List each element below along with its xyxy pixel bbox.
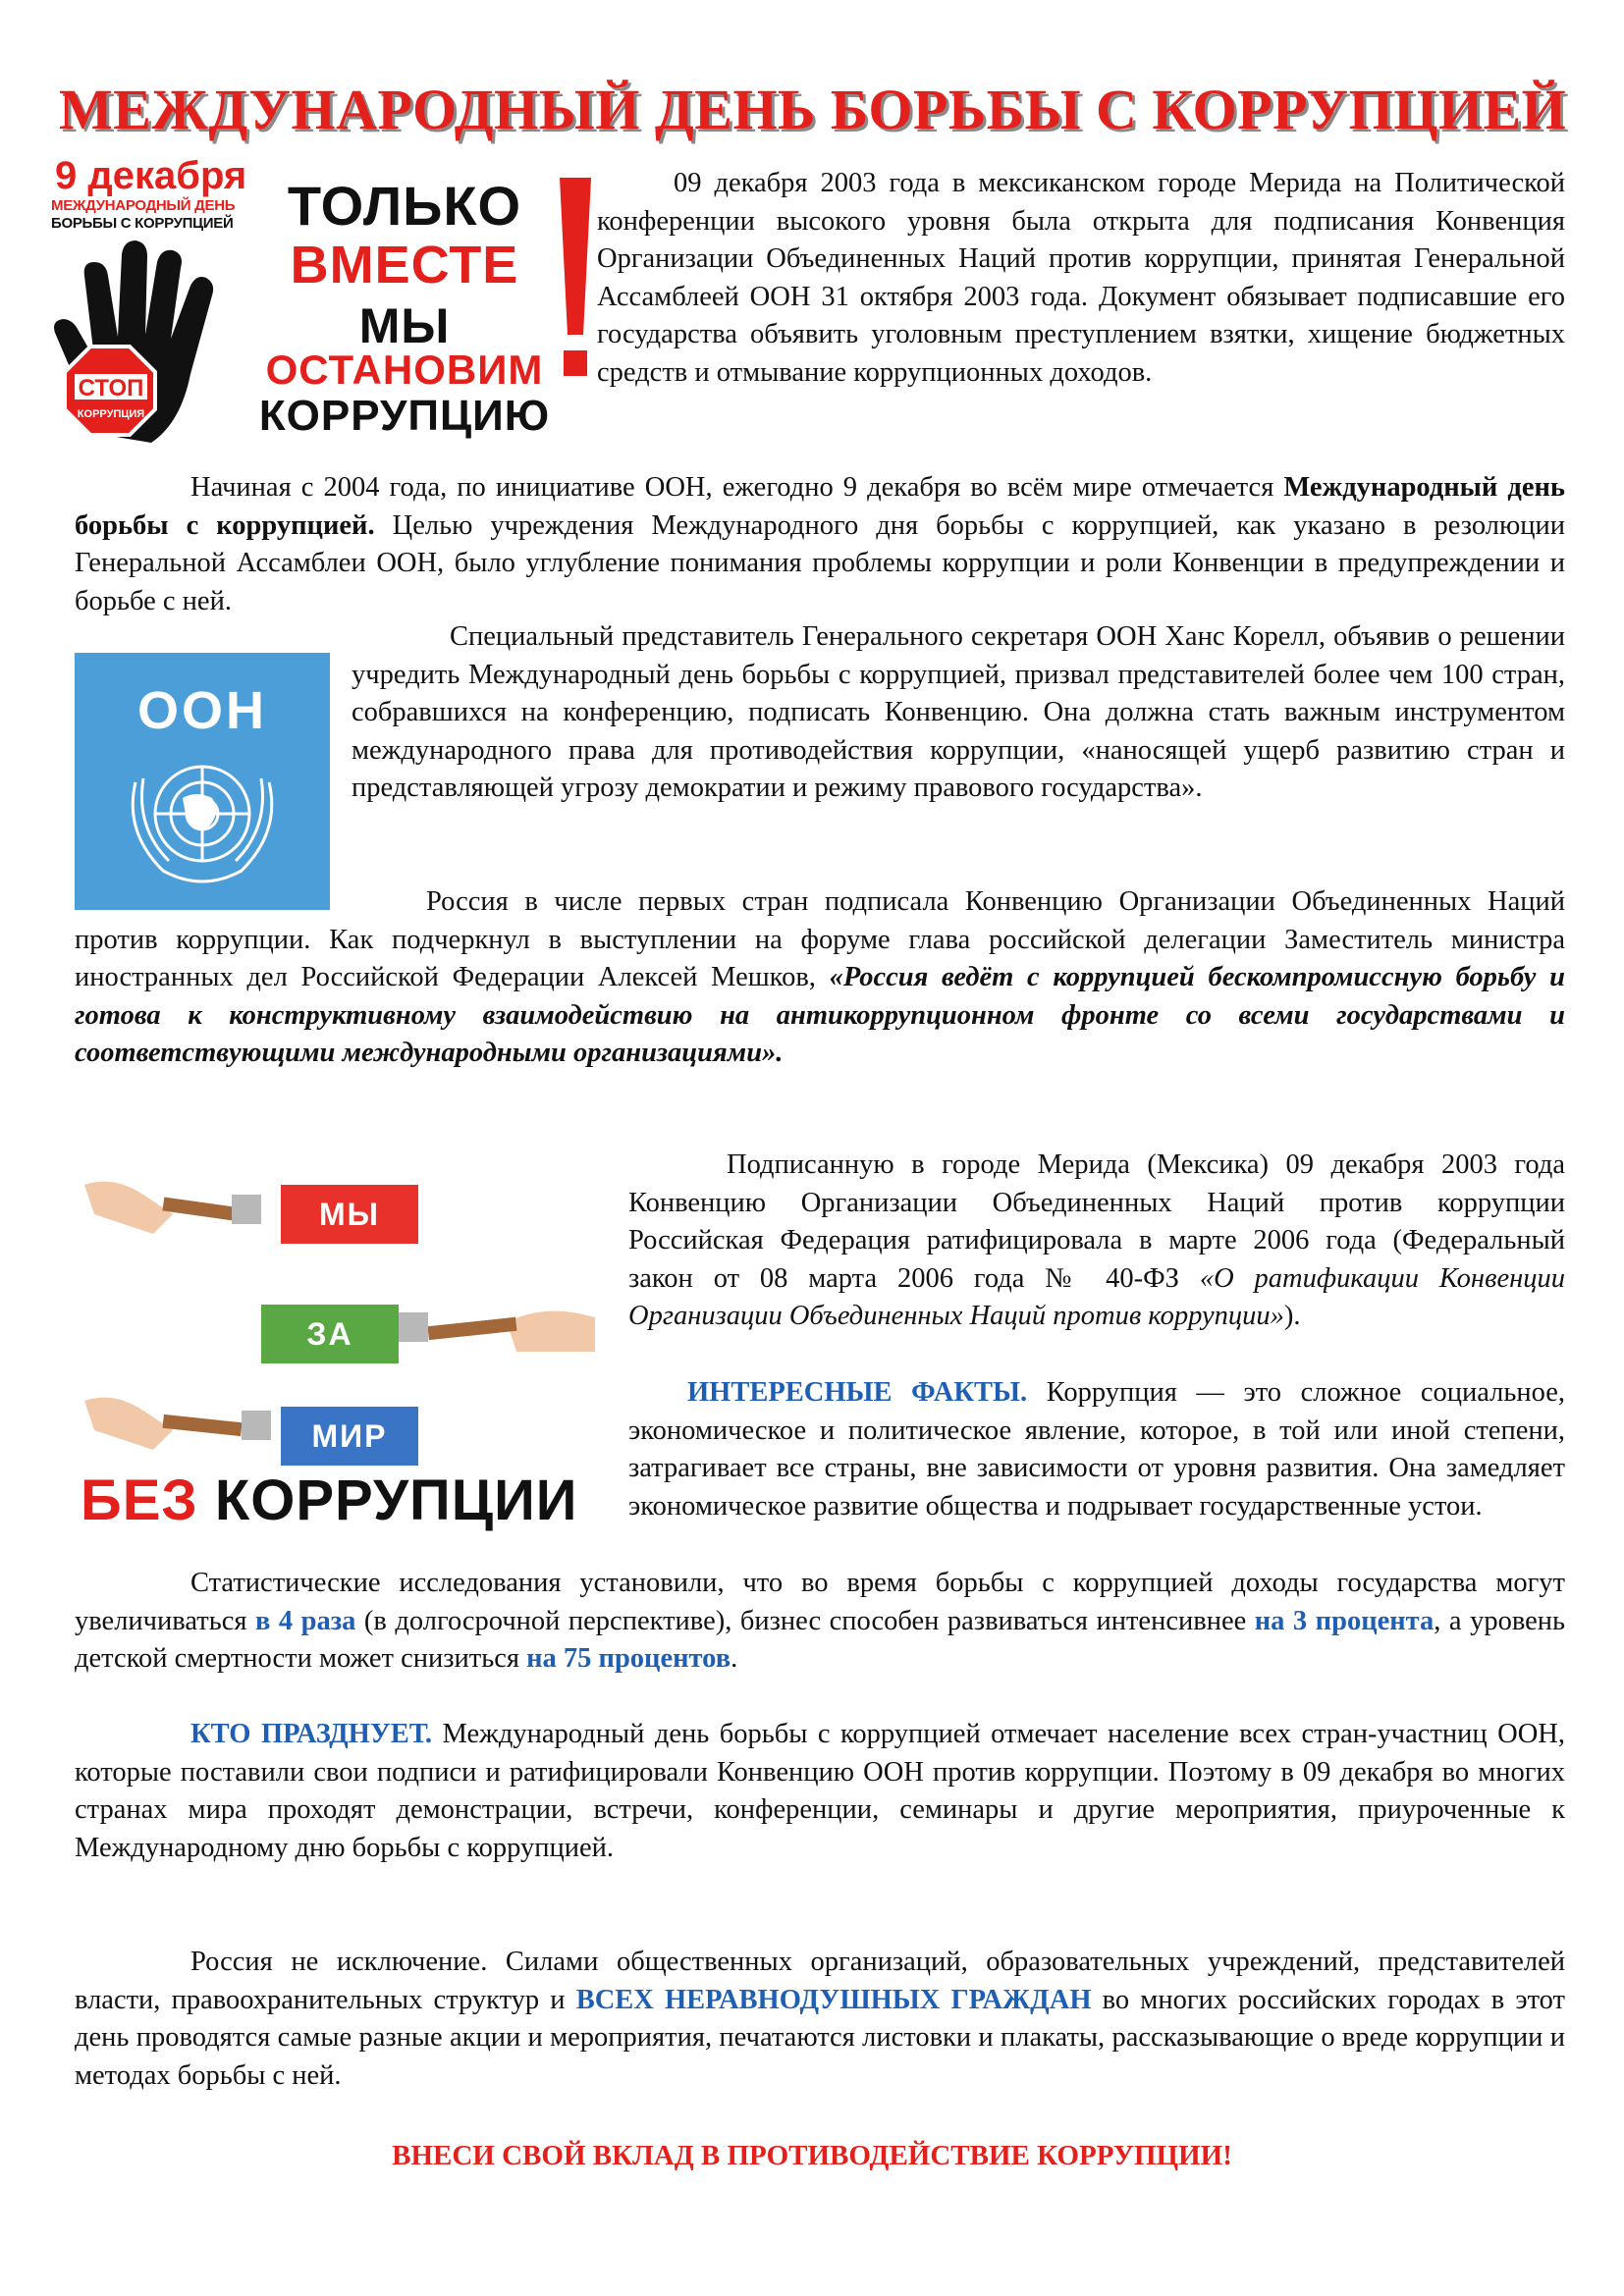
poster-line-3: МЫ bbox=[358, 298, 451, 353]
un-label: ООН bbox=[136, 681, 267, 740]
stop-text: СТОП bbox=[78, 375, 144, 401]
paragraph-correll: Специальный представитель Генерального секретаря ООН Ханс Корелл, объявив о решении учредить Международный день борьбы с коррупцией, призвал представителей более чем 100 стран, собравшихся на конференцию, подписать Конвенцию. Она должна стать важным инструментом международного права для противодействия коррупции, «наносящей ущерб развитию стран и представляющей угрозу демократии и режиму правового государства». bbox=[352, 621, 1565, 804]
paragraph-who-celebrates: КТО ПРАЗДНУЕТ. Международный день борьбы с коррупцией отмечает население всех стран-участниц ООН, которые поставили свои подписи и ратифицировали Конвенцию ООН против коррупции. Поэтому в 09 декабря во многих странах мира проходят демонстрации, встречи, конференции, семинары и другие мероприятия, приуроченные к Международному дню борьбы с коррупцией. bbox=[75, 1719, 1565, 1863]
brush-word-2: ЗА bbox=[261, 1305, 399, 1363]
poster-subtitle-2: БОРЬБЫ С КОРРУПЦИЕЙ bbox=[51, 215, 234, 232]
peace-without-corruption-image bbox=[75, 1155, 605, 1540]
poster-date: 9 декабря bbox=[55, 154, 247, 197]
brush-bottom-text: БЕЗ КОРРУПЦИИ bbox=[81, 1468, 578, 1532]
un-logo bbox=[75, 653, 330, 910]
poster-line-2: ВМЕСТЕ bbox=[290, 236, 519, 294]
paragraph-russia-signed: Россия в числе первых стран подписала Конвенцию Организации Объединенных Наций против коррупции. Как подчеркнул в выступлении на форуме глава российской делегации Заместитель министра иностранных дел Российской Федерации Алексей Мешков, «Россия ведёт с коррупцией бескомпромиссную борьбу и готова к конструктивному взаимодействию на антикоррупционном фронте со всеми государствами и соответствующими международными организациями». bbox=[75, 886, 1565, 1069]
paragraph-russia-events: Россия не исключение. Силами общественных организаций, образовательных учреждений, представителей власти, правоохранительных структур и ВСЕХ НЕРАВНОДУШНЫХ ГРАЖДАН во многих российских городах в этот день проводятся самые разные акции и мероприятия, печатаются листовки и плакаты, рассказывающие о вреде коррупции и методах борьбы с ней. bbox=[75, 1947, 1565, 2091]
who-celebrates-heading: КТО ПРАЗДНУЕТ. bbox=[190, 1719, 433, 1749]
poster-line-4: ОСТАНОВИМ bbox=[265, 347, 544, 393]
poster-line-1: ТОЛЬКО bbox=[287, 175, 522, 237]
paragraph-intro: 09 декабря 2003 года в мексиканском городе Мерида на Политической конференции высокого уровня была открыта для подписания Конвенция Организации Объединенных Наций против коррупции, принятая Генеральной Ассамблеей ООН 31 октября 2003 года. Документ обязывает подписавшие его государства объявить уголовным преступлением взятки, хищение бюджетных средств и отмывание коррупционных доходов. bbox=[597, 168, 1565, 388]
poster-subtitle-1: МЕЖДУНАРОДНЫЙ ДЕНЬ bbox=[51, 197, 236, 214]
exclamation-icon bbox=[556, 178, 595, 384]
poster-line-5: КОРРУПЦИЮ bbox=[258, 392, 551, 440]
stop-hand-icon bbox=[33, 237, 259, 453]
paragraph-ratification: Подписанную в городе Мерида (Мексика) 09 декабря 2003 года Конвенцию Организации Объединенных Наций против коррупции Российская Федерация ратифицировала в марте 2006 года (Федеральный закон от 08 марта 2006 года № 40-ФЗ «О ратификации Конвенции Организации Объединенных Наций против коррупции»). bbox=[628, 1149, 1565, 1332]
paragraph-statistics: Статистические исследования установили, что во время борьбы с коррупцией доходы государства могут увеличиваться в 4 раза (в долгосрочной перспективе), бизнес способен развиваться интенсивнее на 3 процента, а уровень детской смертности может снизиться на 75 процентов. bbox=[75, 1568, 1566, 1675]
page-title: МЕЖДУНАРОДНЫЙ ДЕНЬ БОРЬБЫ С КОРРУПЦИЕЙ bbox=[59, 78, 1567, 141]
brush-word-1: МЫ bbox=[281, 1185, 418, 1244]
call-to-action: ВНЕСИ СВОЙ ВКЛАД В ПРОТИВОДЕЙСТВИЕ КОРРУПЦИИ! bbox=[392, 2140, 1232, 2171]
paragraph-facts: ИНТЕРЕСНЫЕ ФАКТЫ. Коррупция — это сложное социальное, экономическое и политическое явление, которое, в той или иной степени, затрагивает все страны, вне зависимости от уровня развития. Она замедляет экономическое развитие общества и подрывает государственные устои. bbox=[628, 1377, 1565, 1522]
paragraph-2004: Начиная с 2004 года, по инициативе ООН, ежегодно 9 декабря во всём мире отмечается Международный день борьбы с коррупцией. Целью учреждения Международного дня борьбы с коррупцией, как указано в резолюции Генеральной Ассамблеи ООН, было углубление понимания проблемы коррупции и роли Конвенции в предупреждении и борьбе с ней. bbox=[75, 472, 1565, 616]
brush-word-3: МИР bbox=[281, 1407, 418, 1466]
stop-corruption-poster bbox=[33, 152, 593, 453]
facts-heading: ИНТЕРЕСНЫЕ ФАКТЫ. bbox=[687, 1377, 1028, 1408]
stop-sub-text: КОРРУПЦИЯ bbox=[77, 408, 145, 420]
un-emblem-icon bbox=[114, 743, 291, 900]
